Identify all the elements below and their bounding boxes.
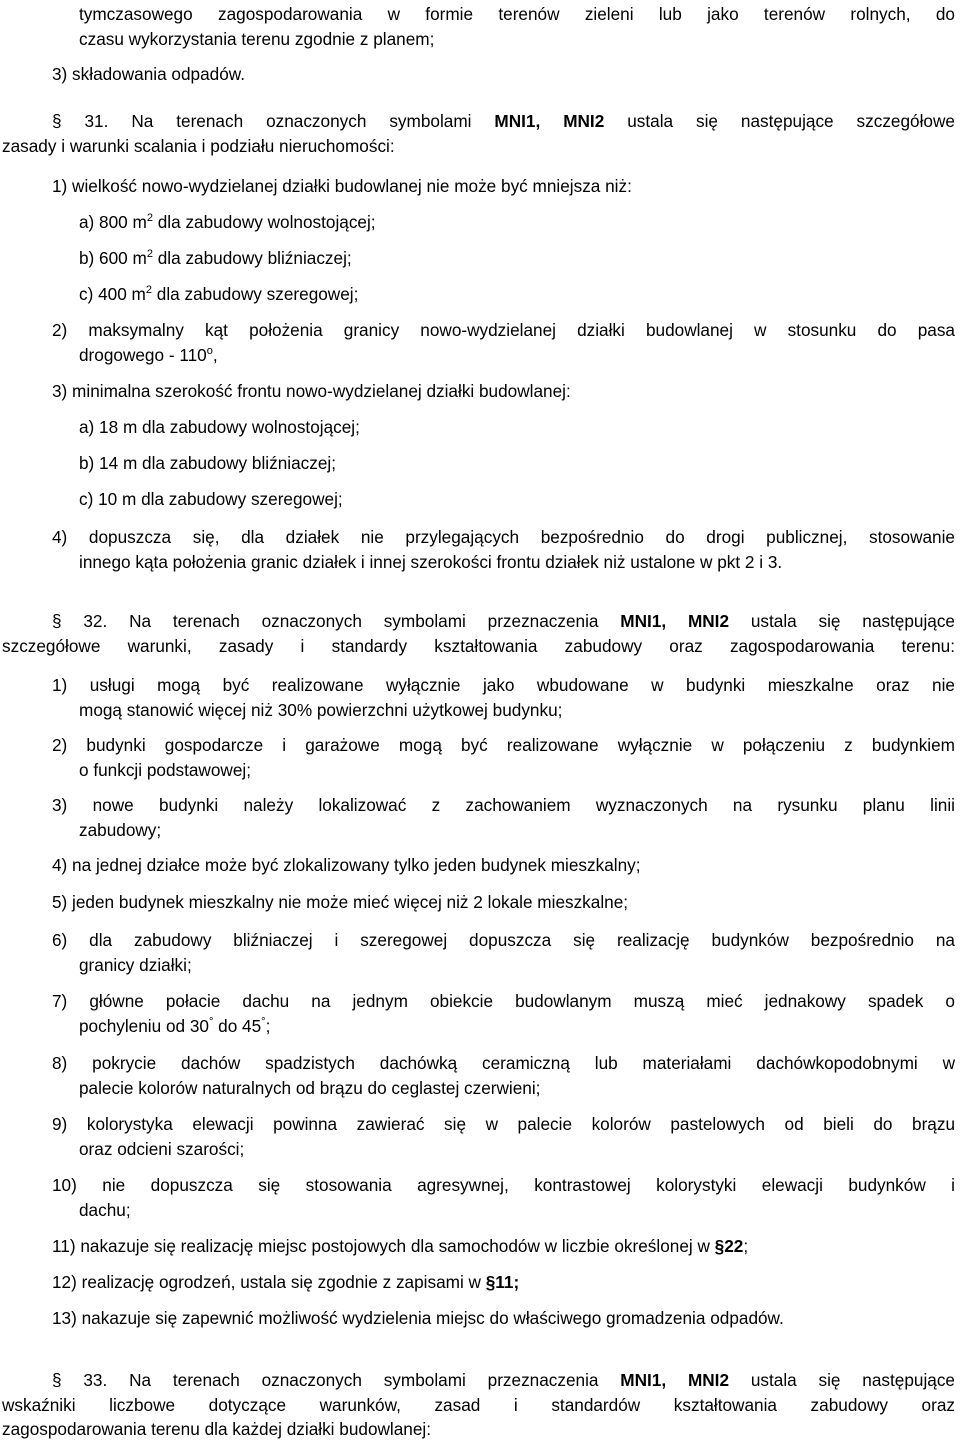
s32-item-11: 11) nakazuje się realizację miejsc postojowych dla samochodów w liczbie określonej w §22; (52, 1236, 749, 1256)
s32-item-5: 5) jeden budynek mieszkalny nie może mieć więcej niż 2 lokale mieszkalne; (52, 892, 629, 912)
s33-line-3: zagospodarowania terenu dla każdej działki budowlanej: (2, 1419, 432, 1439)
section-sign: § (52, 611, 62, 631)
section-number: 33. (83, 1370, 108, 1390)
s31-line-2: zasady i warunki scalania i podziału nieruchomości: (2, 136, 395, 156)
s32-item-1: 1) usługi mogą być realizowane wyłącznie jako wbudowane w budynki mieszkalne oraz nie (52, 675, 955, 695)
s31-item-4-cont: innego kąta położenia granic działek i innej szerokości frontu działek niż ustalone w pkt 2 i 3. (79, 552, 783, 572)
s32-item-7: 7) główne połacie dachu na jednym obiekcie budowlanym muszą mieć jednakowy spadek o (52, 991, 955, 1011)
s32-item-3: 3) nowe budynki należy lokalizować z zachowaniem wyznaczonych na rysunku planu linii (52, 795, 955, 815)
section-reference: §11; (485, 1272, 520, 1292)
s31-item-4: 4) dopuszcza się, dla działek nie przylegających bezpośrednio do drogi publicznej, stosowanie (52, 527, 955, 547)
intro-item-3: 3) składowania odpadów. (52, 64, 246, 84)
intro-line-1: tymczasowego zagospodarowania w formie terenów zieleni lub jako terenów rolnych, do (79, 4, 955, 24)
degree-sign: ° (261, 1016, 266, 1028)
s32-item-12: 12) realizację ogrodzeń, ustala się zgodnie z zapisami w §11; (52, 1272, 520, 1292)
s32-item-3-cont: zabudowy; (79, 820, 162, 840)
s31-item-1c: c) 400 $m^2$ dla zabudowy szeregowej; (79, 284, 359, 304)
s32-item-9-cont: oraz odcieni szarości; (79, 1139, 245, 1159)
s32-item-8: 8) pokrycie dachów spadzistych dachówką ceramiczną lub materiałami dachówkopodobnymi w (52, 1053, 955, 1073)
symbol-mni1: MNI1 (494, 111, 536, 131)
s31-item-3b: b) 14 m dla zabudowy bliźniaczej; (79, 453, 336, 473)
s31-item-3: 3) minimalna szerokość frontu nowo-wydzielanej działki budowlanej: (52, 381, 571, 401)
s33-line-2: wskaźniki liczbowe dotyczące warunków, zasad i standardów kształtowania zabudowy oraz (2, 1395, 955, 1415)
s32-item-6: 6) dla zabudowy bliźniaczej i szeregowej dopuszcza się realizację budynków bezpośrednio na (52, 930, 955, 950)
symbol-mni1: MNI1 (620, 1370, 662, 1390)
s32-item-10: 10) nie dopuszcza się stosowania agresywnej, kontrastowej kolorystyki elewacji budynków i (52, 1175, 955, 1195)
s33-heading: § 33. Na terenach oznaczonych symbolami przeznaczenia MNI1, MNI2 ustala się następujące (52, 1370, 955, 1390)
s31-item-1: 1) wielkość nowo-wydzielanej działki budowlanej nie może być mniejsza niż: (52, 176, 632, 196)
s32-item-9: 9) kolorystyka elewacji powinna zawierać się w palecie kolorów pastelowych od bieli do brązu (52, 1114, 955, 1134)
s32-item-4: 4) na jednej działce może być zlokalizowany tylko jeden budynek mieszkalny; (52, 855, 641, 875)
s32-item-2-cont: o funkcji podstawowej; (79, 760, 251, 780)
intro-line-2: czasu wykorzystania terenu zgodnie z planem; (79, 29, 435, 49)
s32-item-6-cont: granicy działki; (79, 955, 192, 975)
s31-item-1b: b) 600 $m^2$ dla zabudowy bliźniaczej; (79, 248, 352, 268)
s32-item-2: 2) budynki gospodarcze i garażowe mogą być realizowane wyłącznie w połączeniu z budynkiem (52, 735, 955, 755)
s31-item-2-cont: drogowego - 110$^o$, (79, 345, 218, 365)
section-reference: §22 (714, 1236, 744, 1256)
section-number: 31. (84, 111, 109, 131)
symbol-mni1: MNI1 (620, 611, 662, 631)
s31-heading: § 31. Na terenach oznaczonych symbolami MNI1, MNI2 ustala się następujące szczegółowe (52, 111, 955, 131)
s31-item-1a: a) 800 $m^2$ dla zabudowy wolnostojącej; (79, 212, 376, 232)
s32-item-13: 13) nakazuje się zapewnić możliwość wydzielenia miejsc do właściwego gromadzenia odpadów. (52, 1308, 784, 1328)
section-sign: § (52, 111, 62, 131)
section-number: 32. (83, 611, 108, 631)
s32-item-7-cont: pochyleniu od 30° do 45°; (79, 1016, 271, 1036)
s31-item-3c: c) 10 m dla zabudowy szeregowej; (79, 489, 343, 509)
s32-heading: § 32. Na terenach oznaczonych symbolami przeznaczenia MNI1, MNI2 ustala się następujące (52, 611, 955, 631)
s32-line-2: szczegółowe warunki, zasady i standardy kształtowania zabudowy oraz zagospodarowania terenu: (2, 636, 955, 656)
s31-item-2: 2) maksymalny kąt położenia granicy nowo-wydzielanej działki budowlanej w stosunku do pasa (52, 320, 955, 340)
s32-item-8-cont: palecie kolorów naturalnych od brązu do ceglastej czerwieni; (79, 1078, 541, 1098)
section-sign: § (52, 1370, 62, 1390)
s32-item-10-cont: dachu; (79, 1200, 131, 1220)
s32-item-1-cont: mogą stanowić więcej niż 30% powierzchni użytkowej budynku; (79, 700, 563, 720)
s31-item-3a: a) 18 m dla zabudowy wolnostojącej; (79, 417, 360, 437)
symbol-mni2: MNI2 (687, 611, 730, 631)
degree-sign: ° (208, 1016, 214, 1028)
symbol-mni2: MNI2 (563, 111, 605, 131)
symbol-mni2: MNI2 (687, 1370, 730, 1390)
